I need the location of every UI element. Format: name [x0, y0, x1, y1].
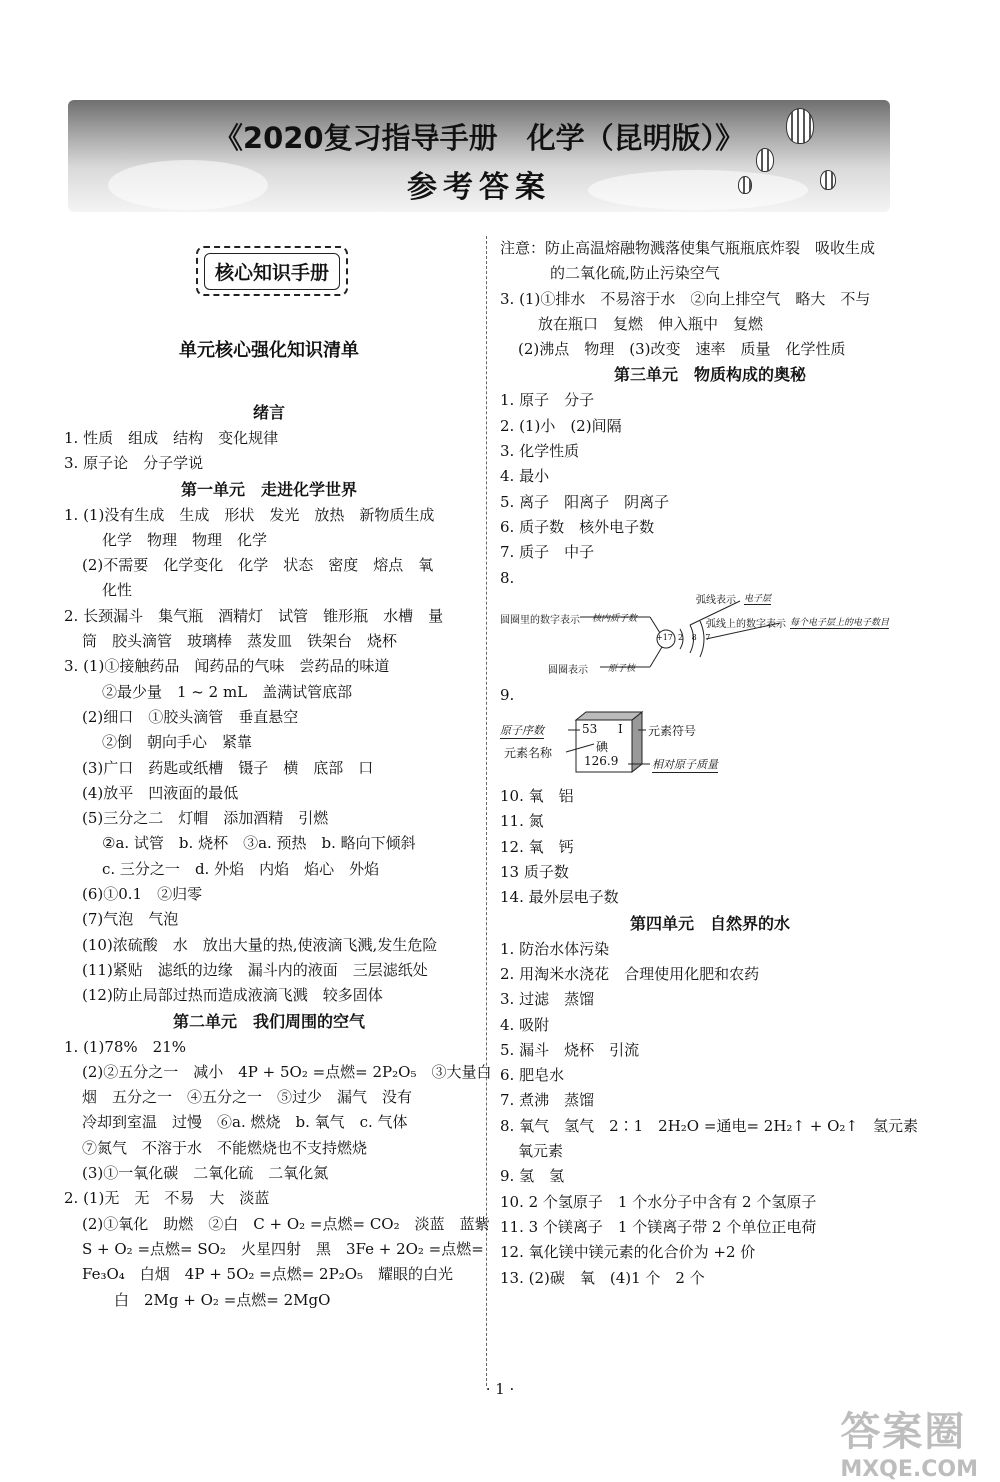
atom-structure-diagram — [500, 591, 920, 683]
answer-line: 10. 氧 铝 — [500, 787, 574, 806]
element-box-top — [576, 712, 642, 720]
main-heading: 单元核心强化知识清单 — [179, 340, 359, 361]
answer-line: (2)②五分之一 减小 4P + 5O₂ =点燃= 2P₂O₅ ③大量白 — [82, 1062, 492, 1081]
section-heading: 第三单元 物质构成的奥秘 — [613, 365, 806, 385]
answer-line: 11. 3 个镁离子 1 个镁离子带 2 个单位正电荷 — [500, 1217, 817, 1236]
answer-line: 筒 胶头滴管 玻璃棒 蒸发皿 铁架台 烧杯 — [82, 632, 398, 651]
section-badge — [196, 246, 348, 296]
answer-line: (2)沸点 物理 (3)改变 速率 质量 化学性质 — [518, 340, 846, 359]
answer-line: 1. (1)没有生成 生成 形状 发光 放热 新物质生成 — [64, 505, 435, 524]
answer-line: ⑦氮气 不溶于水 不能燃烧也不支持燃烧 — [82, 1138, 368, 1157]
watermark — [840, 1400, 978, 1482]
section-heading: 第一单元 走进化学世界 — [180, 479, 357, 499]
document-title: 《2020复习指导手册 化学（昆明版）》 — [213, 121, 745, 155]
answer-line: 14. 最外层电子数 — [500, 888, 619, 907]
answer-line: 的二氧化硫,防止污染空气 — [550, 264, 720, 283]
answer-line: 冷却到室温 过慢 ⑥a. 燃烧 b. 氧气 c. 气体 — [82, 1113, 408, 1132]
arc-answer: 电子层 — [744, 591, 771, 605]
answer-line: 8. — [500, 568, 515, 587]
answer-line: 4. 最小 — [500, 467, 550, 486]
shell-numbers: 2 8 7 — [678, 632, 714, 642]
right-top-lines — [500, 236, 920, 591]
answer-line: c. 三分之一 d. 外焰 内焰 焰心 外焰 — [102, 859, 380, 878]
answer-line: 1. 原子 分子 — [500, 391, 595, 410]
answer-line: 1. (1)78% 21% — [64, 1037, 187, 1056]
watermark-logo: 答案圈 — [840, 1409, 967, 1455]
item-9-number: 9. — [500, 685, 515, 704]
answer-line: 7. 煮沸 蒸馏 — [500, 1091, 595, 1110]
answer-line: 11. 氮 — [500, 812, 544, 831]
answer-line: 2. 用淘米水浇花 合理使用化肥和农药 — [500, 964, 760, 983]
answer-line: S + O₂ =点燃= SO₂ 火星四射 黑 3Fe + 2O₂ =点燃= — [82, 1239, 484, 1258]
answer-line: (5)三分之二 灯帽 添加酒精 引燃 — [82, 809, 329, 828]
element-box-side — [632, 712, 642, 772]
answer-line: 2. (1)无 无 不易 大 淡蓝 — [64, 1189, 270, 1208]
answer-line: (11)紧贴 滤纸的边缘 漏斗内的液面 三层滤纸处 — [82, 960, 428, 979]
watermark-url: MXQE.COM — [840, 1457, 978, 1482]
answer-line: 白 2Mg + O₂ =点燃= 2MgO — [114, 1290, 331, 1309]
answer-line: 6. 肥皂水 — [500, 1066, 565, 1085]
answer-line: 2. 长颈漏斗 集气瓶 酒精灯 试管 锥形瓶 水槽 量 — [64, 606, 444, 625]
answer-line: 4. 吸附 — [500, 1015, 550, 1034]
answer-line: (3)①一氧化碳 二氧化硫 二氧化氮 — [82, 1164, 329, 1183]
answer-line: (2)不需要 化学变化 化学 状态 密度 熔点 氧 — [82, 556, 434, 575]
element-name-label: 元素名称 — [504, 746, 553, 761]
element-cell-diagram — [500, 708, 920, 784]
atomic-number-label: 原子序数 — [500, 724, 544, 738]
answer-line: 化性 — [102, 581, 133, 600]
answer-line: 氧元素 — [518, 1142, 564, 1161]
element-mass: 126.9 — [584, 754, 619, 769]
answer-line: 化学 物理 物理 化学 — [102, 530, 268, 549]
answer-line: 注意：防止高温熔融物溅落使集气瓶瓶底炸裂 吸收生成 — [500, 239, 876, 257]
answer-line: ②最少量 1 ~ 2 mL 盖满试管底部 — [102, 682, 353, 701]
answer-line: (6)①0.1 ②归零 — [82, 885, 203, 904]
answer-line: (10)浓硫酸 水 放出大量的热,使液滴飞溅,发生危险 — [82, 935, 438, 954]
document-subtitle: 参考答案 — [407, 170, 551, 205]
answer-line: ②a. 试管 b. 烧杯 ③a. 预热 b. 略向下倾斜 — [102, 834, 416, 853]
element-number: 53 — [582, 722, 598, 737]
circle-number-label: 圆圈里的数字表示 — [500, 614, 580, 626]
nucleus-charge: +17 — [656, 632, 673, 642]
answer-line: 10. 2 个氢原子 1 个水分子中含有 2 个氢原子 — [500, 1192, 817, 1211]
element-symbol: I — [618, 722, 623, 737]
answer-line: 3. 化学性质 — [500, 442, 580, 461]
arc-label: 弧线表示 — [696, 594, 736, 606]
answer-line: (2)①氧化 助燃 ②白 C + O₂ =点燃= CO₂ 淡蓝 蓝紫 — [82, 1214, 490, 1233]
right-bottom-lines — [500, 784, 920, 1291]
section-heading: 绪言 — [252, 403, 285, 422]
answer-line: ②倒 朝向手心 紧靠 — [102, 733, 253, 752]
section-badge-label: 核心知识手册 — [204, 253, 340, 290]
answer-line: (12)防止局部过热而造成液滴飞溅 较多固体 — [82, 986, 383, 1005]
answer-line: Fe₃O₄ 白烟 4P + 5O₂ =点燃= 2P₂O₅ 耀眼的白光 — [82, 1265, 454, 1284]
answer-line: 1. 性质 组成 结构 变化规律 — [64, 429, 279, 447]
answer-line: 9. 氢 氢 — [500, 1167, 565, 1186]
answer-line: (3)广口 药匙或纸槽 镊子 横 底部 口 — [82, 758, 374, 777]
section-heading: 第四单元 自然界的水 — [629, 913, 790, 933]
arc-number-answer: 每个电子层上的电子数目 — [790, 615, 889, 629]
answer-line: 7. 质子 中子 — [500, 543, 595, 562]
answer-line: 2. (1)小 (2)间隔 — [500, 416, 622, 435]
answer-line: 8. 氧气 氢气 2∶1 2H₂O =通电= 2H₂↑ + O₂↑ 氢元素 — [500, 1116, 918, 1135]
circle-label: 圆圈表示 — [548, 664, 588, 676]
answer-line: (4)放平 凹液面的最低 — [82, 783, 239, 802]
answer-line: 1. 防治水体污染 — [500, 939, 610, 958]
answer-line: 6. 质子数 核外电子数 — [500, 517, 655, 536]
page-number: · 1 · — [485, 1380, 515, 1398]
answer-line: 3. (1)①接触药品 闻药品的气味 尝药品的味道 — [64, 657, 390, 676]
circle-answer: 原子核 — [608, 663, 636, 674]
leader-line — [650, 617, 660, 633]
answer-line: 5. 离子 阳离子 阴离子 — [500, 492, 670, 511]
answer-line: 13. (2)碳 氧 (4)1 个 2 个 — [500, 1268, 705, 1287]
answer-line: 放在瓶口 复燃 伸入瓶中 复燃 — [538, 314, 764, 333]
answer-line: 5. 漏斗 烧杯 引流 — [500, 1040, 640, 1059]
answer-line: 3. 原子论 分子学说 — [64, 454, 204, 473]
answer-line: (7)气泡 气泡 — [82, 910, 179, 929]
answer-line: 3. 过滤 蒸馏 — [500, 990, 595, 1009]
left-column — [64, 336, 492, 1313]
left-lines — [64, 400, 492, 1313]
title-banner — [68, 100, 890, 212]
element-symbol-label: 元素符号 — [648, 724, 697, 739]
element-name: 碘 — [596, 740, 609, 755]
circle-number-answer: 核内质子数 — [592, 613, 638, 624]
section-heading: 第二单元 我们周围的空气 — [172, 1011, 365, 1031]
right-column — [500, 236, 920, 1291]
atomic-mass-label: 相对原子质量 — [652, 758, 718, 772]
answer-line: 3. (1)①排水 不易溶于水 ②向上排空气 略大 不与 — [500, 289, 871, 308]
answer-line: 12. 氧 钙 — [500, 837, 574, 856]
answer-line: 12. 氧化镁中镁元素的化合价为 +2 价 — [500, 1243, 756, 1262]
leader-line — [650, 647, 662, 667]
answer-line: 烟 五分之一 ④五分之一 ⑤过少 漏气 没有 — [82, 1088, 413, 1107]
answer-line: 13 质子数 — [500, 863, 569, 882]
arc-number-label: 弧线上的数字表示 — [706, 618, 786, 630]
answer-line: (2)细口 ①胶头滴管 垂直悬空 — [82, 707, 299, 726]
